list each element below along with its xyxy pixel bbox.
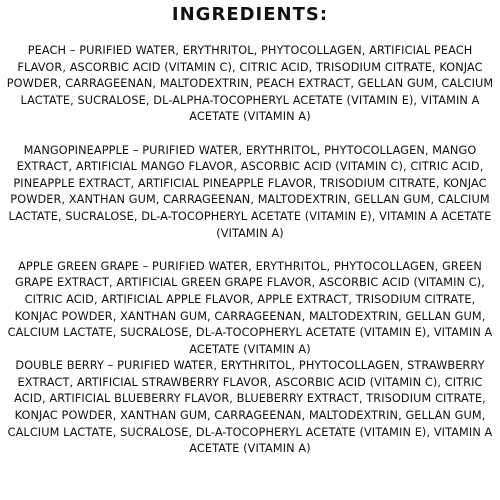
section-gap (6, 126, 494, 143)
flavor-double-berry-ingredients: DOUBLE BERRY – PURIFIED WATER, ERYTHRITOL, PHYTOCOLLAGEN, STRAWBERRY EXTRACT, ARTIFICIAL STRAWBERRY FLAVOR, ASCORBIC ACID (VITAMIN C), CITRIC ACID, ARTIFICIAL BLUEBERRY FLAVOR, BLUEBERRY EXTRACT, TRISODIUM CITRATE, KONJAC POWDER, XANTHAN GUM, CARRAGEENAN, MALTODEXTRIN, GELLAN GUM, CALCIUM LACTATE, SUCRALOSE, DL-A-TOCOPHERYL ACETATE (VITAMIN E), VITAMIN A ACETATE (VITAMIN A) (7, 359, 493, 456)
flavor-mangopineapple-ingredients: MANGOPINEAPPLE – PURIFIED WATER, ERYTHRITOL, PHYTOCOLLAGEN, MANGO EXTRACT, ARTIFICIAL MANGO FLAVOR, ASCORBIC ACID (VITAMIN C), CITRIC ACID, PINEAPPLE EXTRACT, ARTIFICIAL PINEAPPLE FLAVOR, TRISODIUM CITRATE, KONJAC POWDER, XANTHAN GUM, CARRAGEENAN, MALTODEXTRIN, GELLAN GUM, CALCIUM LACTATE, SUCRALOSE, DL-A-TOCOPHERYL ACETATE (VITAMIN E), VITAMIN A ACETATE (VITAMIN A) (8, 143, 492, 240)
section-gap (6, 242, 494, 259)
ingredients-heading: INGREDIENTS: (171, 4, 329, 25)
flavor-peach-ingredients: PEACH – PURIFIED WATER, ERYTHRITOL, PHYTOCOLLAGEN, ARTIFICIAL PEACH FLAVOR, ASCORBIC ACID (VITAMIN C), CITRIC ACID, TRISODIUM CITRATE, KONJAC POWDER, CARRAGEENAN, MALTODEXTRIN, PEACH EXTRACT, GELLAN GUM, CALCIUM LACTATE, SUCRALOSE, DL-ALPHA-TOCOPHERYL ACETATE (VITAMIN E), VITAMIN A ACETATE (VITAMIN A) (6, 44, 494, 124)
flavor-apple-green-grape-ingredients: APPLE GREEN GRAPE – PURIFIED WATER, ERYTHRITOL, PHYTOCOLLAGEN, GREEN GRAPE EXTRACT, ARTIFICIAL GREEN GRAPE FLAVOR, ASCORBIC ACID (VITAMIN C), CITRIC ACID, ARTIFICIAL APPLE FLAVOR, APPLE EXTRACT, TRISODIUM CITRATE, KONJAC POWDER, XANTHAN GUM, CARRAGEENAN, MALTODEXTRIN, GELLAN GUM, CALCIUM LACTATE, SUCRALOSE, DL-A-TOCOPHERYL ACETATE (VITAMIN E), VITAMIN A ACETATE (VITAMIN A) (7, 259, 493, 356)
